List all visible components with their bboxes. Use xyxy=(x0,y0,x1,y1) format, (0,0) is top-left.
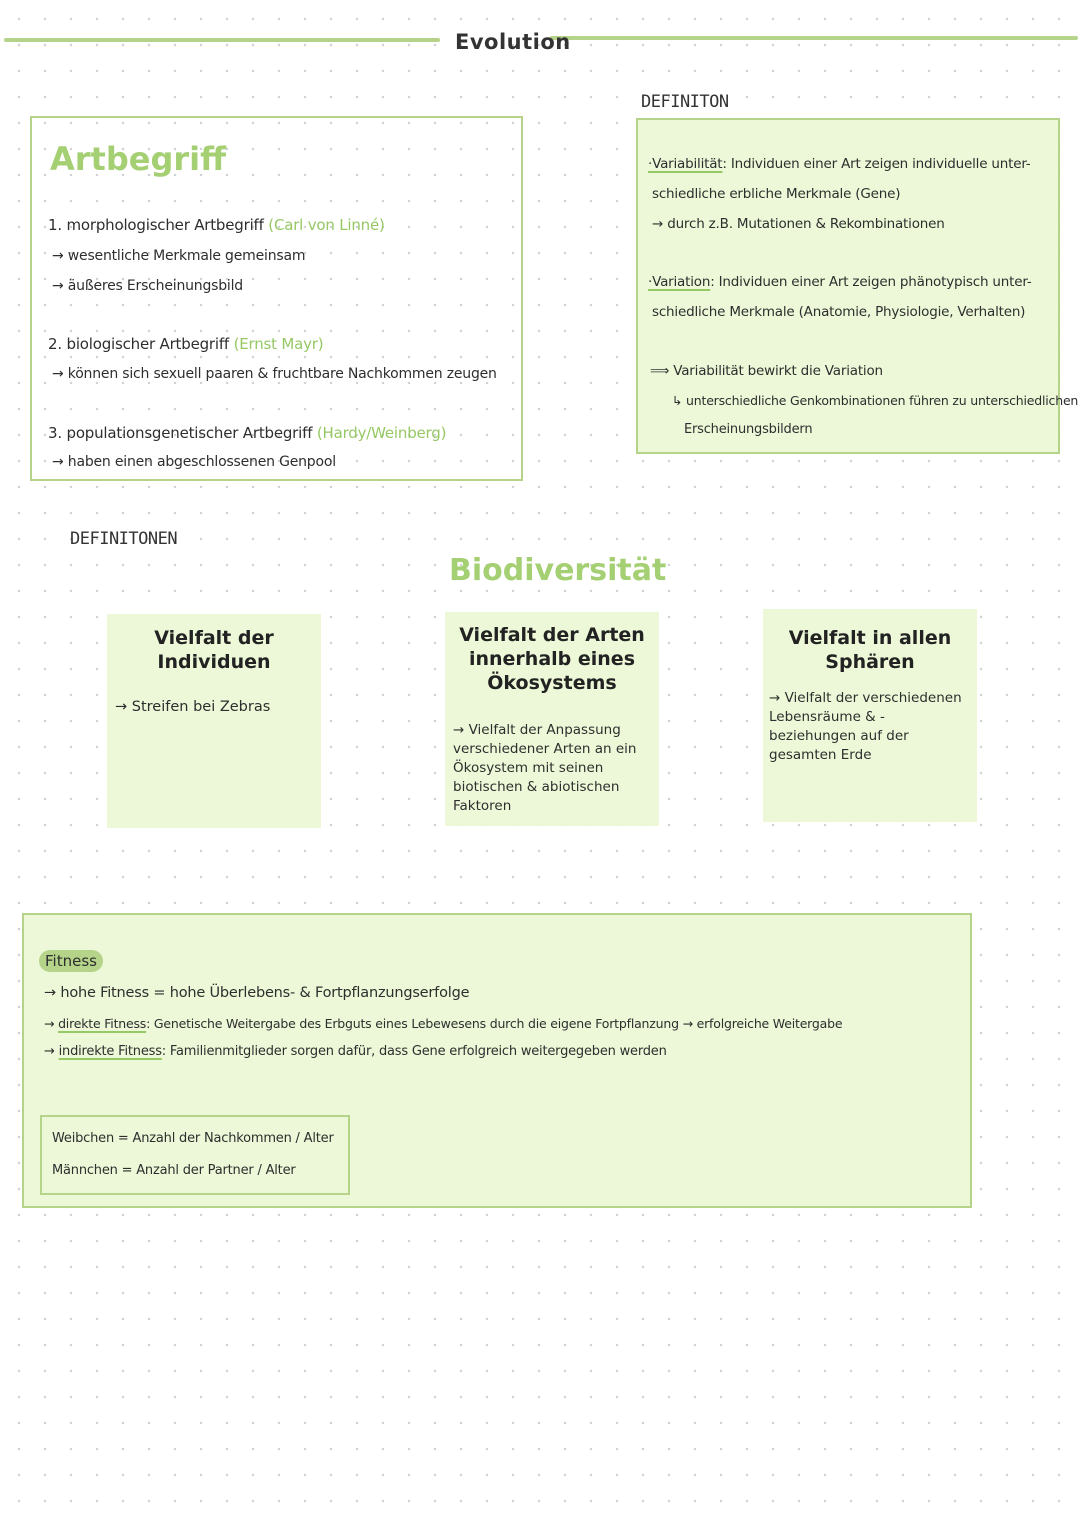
card-vielfalt-individuen xyxy=(107,614,321,828)
variation-term: ·Variation xyxy=(648,274,711,290)
conclusion-line-3: Erscheinungsbildern xyxy=(684,422,813,437)
fitness-formula-box xyxy=(40,1115,350,1195)
item-3-author: (Hardy/Weinberg) xyxy=(316,424,447,442)
variation-line-2: schiedliche Merkmale (Anatomie, Physiologie, Verhalten) xyxy=(652,304,1026,320)
card-1-text: → Streifen bei Zebras xyxy=(115,699,271,715)
artbegriff-item-1 xyxy=(48,216,385,234)
item-2-author: (Ernst Mayr) xyxy=(233,335,324,353)
direkte-term: direkte Fitness xyxy=(58,1016,147,1031)
fitness-indirekte xyxy=(44,1044,667,1059)
indirekte-term: indirekte Fitness xyxy=(58,1044,162,1059)
header-rule-left xyxy=(4,38,440,42)
indirekte-text: : Familienmitglieder sorgen dafür, dass Gene erfolgreich weitergegeben werden xyxy=(161,1044,667,1059)
variabilitaet-line-2: schiedliche erbliche Merkmale (Gene) xyxy=(652,186,901,202)
definition-box xyxy=(636,118,1079,454)
header-rule-right xyxy=(550,36,1078,40)
artbegriff-item-3 xyxy=(48,424,446,442)
item-1-number: 1. xyxy=(48,216,62,234)
item-2-number: 2. xyxy=(48,335,62,353)
card-vielfalt-arten xyxy=(445,612,659,826)
definitionen-label: DEFINITONEN xyxy=(70,529,178,549)
card-3-title: Vielfalt in allen Sphären xyxy=(788,627,952,673)
item-3-text: populationsgenetischer Artbegriff xyxy=(66,424,313,442)
item-2-line-1: → können sich sexuell paaren & fruchtbare Nachkommen zeugen xyxy=(52,366,497,382)
conclusion-line-1: ⟹ Variabilität bewirkt die Variation xyxy=(650,363,883,379)
formula-weibchen: Weibchen = Anzahl der Nachkommen / Alter xyxy=(52,1131,334,1146)
variation-line-1 xyxy=(648,274,1032,290)
direkte-text: : Genetische Weitergabe des Erbguts eines Lebewesens durch die eigene Fortpflanzung → erfolgreiche Weitergabe xyxy=(146,1016,843,1031)
item-1-text: morphologischer Artbegriff xyxy=(66,216,264,234)
artbegriff-item-2 xyxy=(48,335,323,353)
fitness-badge: Fitness xyxy=(39,950,103,972)
card-2-text: → Vielfalt der Anpassung verschiedener Arten an ein Ökosystem mit seinen biotischen & abiotischen Faktoren xyxy=(453,722,637,814)
conclusion-line-2: ↳ unterschiedliche Genkombinationen führen zu unterschiedlichen xyxy=(672,393,1079,408)
variation-text-1: : Individuen einer Art zeigen phänotypisch unter- xyxy=(710,274,1032,290)
variabilitaet-line-1 xyxy=(648,156,1030,172)
card-vielfalt-sphaeren xyxy=(763,609,977,822)
item-1-line-1: → wesentliche Merkmale gemeinsam xyxy=(52,248,306,264)
card-1-title: Vielfalt der Individuen xyxy=(154,627,274,673)
item-1-line-2: → äußeres Erscheinungsbild xyxy=(52,278,243,294)
fitness-direkte xyxy=(44,1016,842,1031)
item-3-line-1: → haben einen abgeschlossenen Genpool xyxy=(52,454,336,470)
artbegriff-box xyxy=(30,116,523,481)
definition-label: DEFINITON xyxy=(641,92,729,112)
fitness-line-1: → hohe Fitness = hohe Überlebens- & Fortpflanzungserfolge xyxy=(44,985,470,1001)
variabilitaet-text-1: : Individuen einer Art zeigen individuelle unter- xyxy=(722,156,1031,172)
formula-maennchen: Männchen = Anzahl der Partner / Alter xyxy=(52,1163,296,1178)
fitness-box xyxy=(22,913,972,1208)
artbegriff-heading: Artbegriff xyxy=(50,140,227,178)
item-1-author: (Carl von Linné) xyxy=(268,216,385,234)
variabilitaet-line-3: → durch z.B. Mutationen & Rekombinationen xyxy=(652,216,945,232)
item-3-number: 3. xyxy=(48,424,62,442)
indirekte-arrow: → xyxy=(44,1044,59,1059)
variabilitaet-term: ·Variabilität xyxy=(648,156,723,172)
card-2-title: Vielfalt der Arten innerhalb eines Ökosystems xyxy=(459,624,645,694)
biodiversitaet-heading: Biodiversität xyxy=(449,553,667,588)
item-2-text: biologischer Artbegriff xyxy=(66,335,230,353)
page-title: Evolution xyxy=(455,30,571,54)
card-3-text: → Vielfalt der verschiedenen Lebensräume & -beziehungen auf der gesamten Erde xyxy=(769,690,962,763)
direkte-arrow: → xyxy=(44,1016,59,1031)
